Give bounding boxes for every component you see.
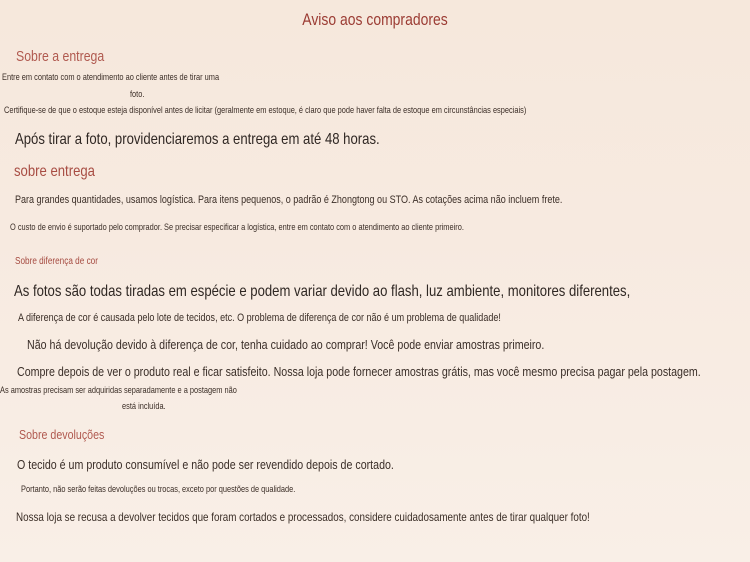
- color-line-3: Não há devolução devido à diferença de cor, tenha cuidado ao comprar! Você pode enviar amostras primeiro.: [27, 337, 545, 352]
- color-line-2: A diferença de cor é causada pelo lote de tecidos, etc. O problema de diferença de cor não é um problema de qualidade!: [18, 312, 501, 324]
- page-title: Aviso aos compradores: [302, 10, 448, 29]
- shipping-line-1: Para grandes quantidades, usamos logística. Para itens pequenos, o padrão é Zhongtong ou STO. As cotações acima não incluem frete.: [15, 194, 563, 206]
- delivery-line-2: Certifique-se de que o estoque esteja disponível antes de licitar (geralmente em estoque, é claro que pode haver falta de estoque em circunstâncias especiais): [4, 105, 527, 116]
- section-heading-shipping: sobre entrega: [14, 163, 95, 180]
- delivery-line-1a: Entre em contato com o atendimento ao cliente antes de tirar uma: [2, 72, 220, 83]
- delivery-line-3: Após tirar a foto, providenciaremos a entrega em até 48 horas.: [15, 131, 380, 148]
- returns-line-3: Nossa loja se recusa a devolver tecidos que foram cortados e processados, considere cuidadosamente antes de tirar qualquer foto!: [16, 510, 590, 524]
- delivery-line-1b: foto.: [130, 89, 145, 100]
- color-line-5b: está incluída.: [122, 401, 166, 412]
- section-heading-delivery: Sobre a entrega: [16, 48, 105, 65]
- color-line-4: Compre depois de ver o produto real e ficar satisfeito. Nossa loja pode fornecer amostras grátis, mas você mesmo precisa pagar pela postagem.: [17, 364, 701, 379]
- shipping-line-2: O custo de envio é suportado pelo comprador. Se precisar especificar a logística, entre em contato com o atendimento ao cliente primeiro.: [10, 222, 464, 233]
- section-heading-color: Sobre diferença de cor: [15, 256, 98, 267]
- returns-line-1: O tecido é um produto consumível e não pode ser revendido depois de cortado.: [17, 457, 394, 472]
- color-line-1: As fotos são todas tiradas em espécie e podem variar devido ao flash, luz ambiente, monitores diferentes,: [14, 283, 631, 300]
- color-line-5a: As amostras precisam ser adquiridas separadamente e a postagem não: [0, 385, 237, 396]
- returns-line-2: Portanto, não serão feitas devoluções ou trocas, exceto por questões de qualidade.: [21, 484, 296, 495]
- section-heading-returns: Sobre devoluções: [19, 427, 105, 442]
